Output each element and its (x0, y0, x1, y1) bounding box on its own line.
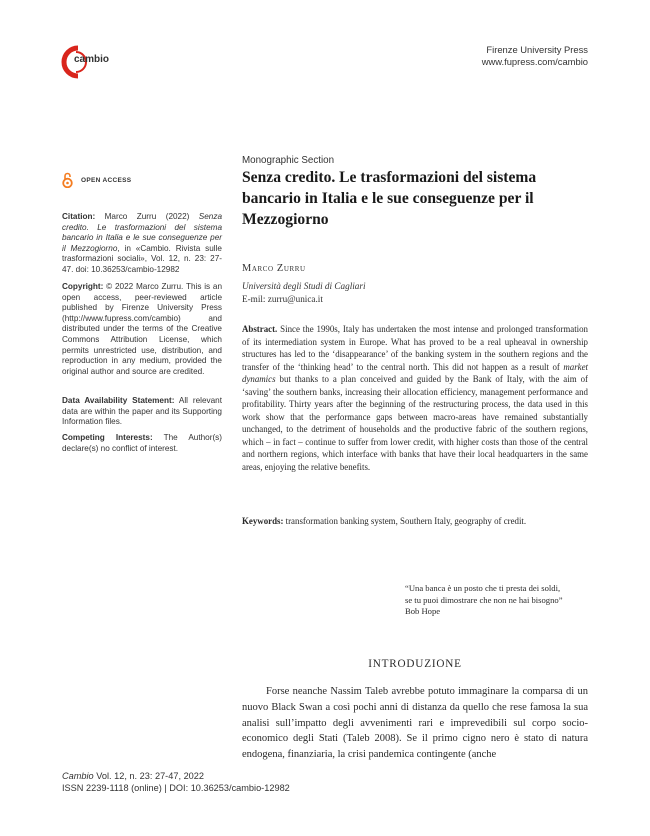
author-affiliation: Università degli Studi di Cagliari (242, 281, 366, 291)
body-paragraph: Forse neanche Nassim Taleb avrebbe potuto immaginare la comparsa di un nuovo Black Swan a così pochi anni di distanza da quello che rese famosa la sua analisi sull’impatto degli avvenimenti rari e imprevedibili sul corpo socio-economico degli Stati (Taleb 2008). Se il primo cigno nero è stato di natura endogena, finanziaria, la crisi pandemica contingente (anche (242, 686, 588, 761)
author-email[interactable]: E-mil: zurru@unica.it (242, 294, 323, 304)
epigraph-line-1: “Una banca è un posto che ti presta dei soldi, (405, 583, 561, 593)
section-heading: INTRODUZIONE (368, 658, 462, 670)
open-access-badge (62, 172, 131, 188)
footer-issn: ISSN 2239-1118 (online) | DOI: 10.36253/cambio-12982 (62, 783, 290, 793)
copyright-text: © 2022 Marco Zurru. This is an open access, peer-reviewed article published by Firenze University Press (http://www.fupress.com/cambio) and distributed under the terms of the Creative Commons Attribution License, which permits unrestricted use, distribution, and reproduction in any medium, provided the original author and source are credited. (62, 282, 222, 376)
competing-interests-block (62, 433, 222, 454)
epigraph (405, 583, 595, 618)
open-access-label: OPEN ACCESS (81, 176, 132, 184)
logo-text: cambio (74, 54, 110, 65)
publisher-info (482, 44, 588, 68)
keywords (242, 515, 588, 528)
abstract-text-2: but thanks to a plan conceived and guided by the Bank of Italy, with the aim of ‘saving’ the southern banks, increasing their allocation efficiency, management performance and profitability. Thirty years after the beginning of the restructuring process, the data used in this work show that the performance gaps between macro-areas have remained substantially unchanged, to the detriment of households and the productive fabric of the southern regions, which – in fact – continue to suffer from lower credit, with higher costs than those of the central and northern regions, which interface with banks that have their local headquarters in the same areas, enjoying the relative benefits. (242, 374, 588, 472)
publisher-name: Firenze University Press (486, 44, 588, 55)
keywords-text: transformation banking system, Southern Italy, geography of credit. (283, 516, 527, 526)
citation-rest: , in «Cambio. Rivista sulle trasformazioni sociali», Vol. 12, n. 23: 27-47. doi: 10.36253/cambio-12982 (62, 243, 222, 274)
article-title: Senza credito. Le trasformazioni del sistema bancario in Italia e le sue conseguenze per il Mezzogiorno (242, 169, 537, 228)
footer-volume: Vol. 12, n. 23: 27-47, 2022 (93, 771, 205, 781)
copyright-block (62, 282, 222, 377)
competing-interests-label: Competing Interests: (62, 433, 153, 442)
data-availability-label: Data Availability Statement: (62, 396, 175, 405)
citation-label: Citation: (62, 212, 96, 221)
section-label: Monographic Section (242, 155, 335, 166)
abstract-text-1: Since the 1990s, Italy has undertaken the most intense and prolonged transformation of its intermediation system in Europe. What has proved to be a real upheaval in ownership structures has led to the ‘disappearance’ of the banking system in the southern regions and the transfer of the ‘thinking head’ to the central north. This did not happen as a result of (242, 324, 588, 372)
keywords-label: Keywords: (242, 516, 284, 526)
epigraph-line-2: se tu puoi dimostrare che non ne hai bisogno” (405, 594, 563, 605)
copyright-label: Copyright: (62, 282, 104, 291)
author-name: Marco Zurru (242, 263, 306, 274)
abstract-label: Abstract. (242, 324, 278, 334)
citation-title: Senza credito. Le trasformazioni del sistema bancario in Italia e le sue conseguenze per il Mezzogiorno (62, 212, 222, 253)
competing-interests-text: The Author(s) declare(s) no conflict of interest. (62, 433, 222, 453)
abstract (242, 323, 588, 473)
epigraph-author: Bob Hope (405, 606, 441, 616)
data-availability-block (62, 396, 222, 428)
data-availability-text: All relevant data are within the paper and its Supporting Information files. (62, 396, 222, 427)
footer-citation (62, 770, 290, 782)
citation-lead: Marco Zurru (2022) (95, 212, 199, 221)
footer (62, 770, 290, 794)
footer-journal: Cambio (62, 771, 94, 781)
abstract-italic: market dynamics (242, 361, 588, 384)
publisher-url[interactable]: www.fupress.com/cambio (481, 56, 588, 67)
citation-block (62, 212, 222, 276)
open-access-lock-icon (62, 172, 73, 188)
